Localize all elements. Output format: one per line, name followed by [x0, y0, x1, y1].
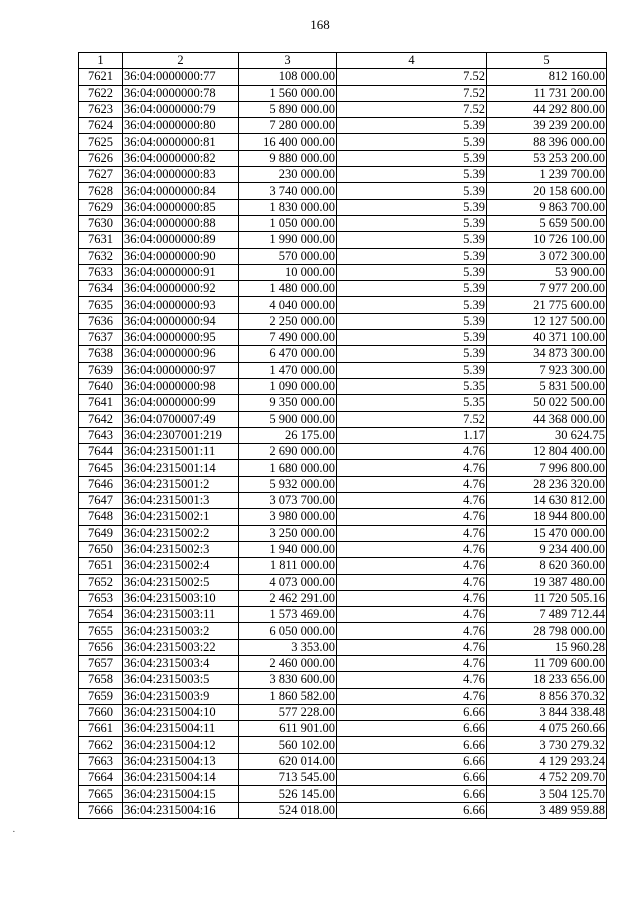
rate-cell: 6.66	[337, 753, 487, 769]
row-number-cell: 7622	[79, 85, 123, 101]
rate-cell: 4.76	[337, 541, 487, 557]
cadastral-value-cell: 1 560 000.00	[239, 85, 337, 101]
cadastral-value-cell: 5 932 000.00	[239, 476, 337, 492]
total-value-cell: 11 720 505.16	[487, 590, 607, 606]
row-number-cell: 7634	[79, 281, 123, 297]
table-row	[79, 623, 607, 639]
rate-cell: 5.39	[337, 330, 487, 346]
cadastral-number-cell: 36:04:2315002:2	[123, 525, 239, 541]
table-row	[79, 215, 607, 231]
row-number-cell: 7625	[79, 134, 123, 150]
cadastral-value-cell: 9 350 000.00	[239, 395, 337, 411]
cadastral-number-cell: 36:04:2315002:5	[123, 574, 239, 590]
cadastral-number-cell: 36:04:0000000:78	[123, 85, 239, 101]
cadastral-value-cell: 3 250 000.00	[239, 525, 337, 541]
rate-cell: 4.76	[337, 655, 487, 671]
table-row	[79, 704, 607, 720]
cadastral-value-cell: 230 000.00	[239, 167, 337, 183]
row-number-cell: 7657	[79, 655, 123, 671]
cadastral-value-cell: 2 690 000.00	[239, 444, 337, 460]
total-value-cell: 9 863 700.00	[487, 199, 607, 215]
row-number-cell: 7638	[79, 346, 123, 362]
total-value-cell: 812 160.00	[487, 69, 607, 85]
cadastral-number-cell: 36:04:0000000:82	[123, 150, 239, 166]
table-row	[79, 770, 607, 786]
rate-cell: 5.35	[337, 378, 487, 394]
row-number-cell: 7637	[79, 330, 123, 346]
cadastral-value-cell: 1 680 000.00	[239, 460, 337, 476]
row-number-cell: 7663	[79, 753, 123, 769]
cadastral-number-cell: 36:04:2315003:4	[123, 655, 239, 671]
cadastral-value-cell: 10 000.00	[239, 264, 337, 280]
cadastral-value-cell: 1 860 582.00	[239, 688, 337, 704]
cadastral-value-cell: 1 480 000.00	[239, 281, 337, 297]
row-number-cell: 7660	[79, 704, 123, 720]
total-value-cell: 3 072 300.00	[487, 248, 607, 264]
row-number-cell: 7626	[79, 150, 123, 166]
cadastral-number-cell: 36:04:0000000:89	[123, 232, 239, 248]
total-value-cell: 40 371 100.00	[487, 330, 607, 346]
row-number-cell: 7644	[79, 444, 123, 460]
cadastral-value-cell: 1 573 469.00	[239, 607, 337, 623]
rate-cell: 6.66	[337, 770, 487, 786]
row-number-cell: 7636	[79, 313, 123, 329]
cadastral-value-cell: 3 980 000.00	[239, 509, 337, 525]
total-value-cell: 28 798 000.00	[487, 623, 607, 639]
total-value-cell: 19 387 480.00	[487, 574, 607, 590]
cadastral-number-cell: 36:04:2315002:3	[123, 541, 239, 557]
rate-cell: 5.39	[337, 150, 487, 166]
cadastral-value-cell: 108 000.00	[239, 69, 337, 85]
rate-cell: 5.39	[337, 297, 487, 313]
cadastral-value-cell: 1 940 000.00	[239, 541, 337, 557]
cadastral-value-cell: 1 090 000.00	[239, 378, 337, 394]
row-number-cell: 7645	[79, 460, 123, 476]
rate-cell: 6.66	[337, 802, 487, 818]
table-row	[79, 330, 607, 346]
cadastral-number-cell: 36:04:0000000:91	[123, 264, 239, 280]
rate-cell: 7.52	[337, 411, 487, 427]
cadastral-value-cell: 9 880 000.00	[239, 150, 337, 166]
row-number-cell: 7652	[79, 574, 123, 590]
table-row	[79, 199, 607, 215]
row-number-cell: 7627	[79, 167, 123, 183]
rate-cell: 4.76	[337, 607, 487, 623]
row-number-cell: 7643	[79, 427, 123, 443]
row-number-cell: 7647	[79, 493, 123, 509]
cadastral-number-cell: 36:04:0000000:93	[123, 297, 239, 313]
cadastral-value-cell: 560 102.00	[239, 737, 337, 753]
column-header: 4	[337, 53, 487, 69]
cadastral-number-cell: 36:04:2315002:1	[123, 509, 239, 525]
table-row	[79, 493, 607, 509]
total-value-cell: 1 239 700.00	[487, 167, 607, 183]
cadastral-value-cell: 26 175.00	[239, 427, 337, 443]
table-row	[79, 753, 607, 769]
rate-cell: 5.39	[337, 232, 487, 248]
rate-cell: 7.52	[337, 85, 487, 101]
table-row	[79, 297, 607, 313]
cadastral-value-cell: 4 040 000.00	[239, 297, 337, 313]
rate-cell: 4.76	[337, 509, 487, 525]
table-row	[79, 134, 607, 150]
cadastral-number-cell: 36:04:2315002:4	[123, 558, 239, 574]
cadastral-value-cell: 6 050 000.00	[239, 623, 337, 639]
cadastral-value-cell: 5 890 000.00	[239, 101, 337, 117]
rate-cell: 4.76	[337, 525, 487, 541]
row-number-cell: 7630	[79, 215, 123, 231]
total-value-cell: 10 726 100.00	[487, 232, 607, 248]
rate-cell: 4.76	[337, 444, 487, 460]
table-row	[79, 655, 607, 671]
cadastral-number-cell: 36:04:2315001:11	[123, 444, 239, 460]
row-number-cell: 7628	[79, 183, 123, 199]
table-row	[79, 541, 607, 557]
total-value-cell: 7 923 300.00	[487, 362, 607, 378]
total-value-cell: 5 831 500.00	[487, 378, 607, 394]
row-number-cell: 7646	[79, 476, 123, 492]
total-value-cell: 11 709 600.00	[487, 655, 607, 671]
cadastral-number-cell: 36:04:2315003:5	[123, 672, 239, 688]
row-number-cell: 7651	[79, 558, 123, 574]
cadastral-value-cell: 1 830 000.00	[239, 199, 337, 215]
margin-dot: ·	[12, 826, 16, 838]
cadastral-number-cell: 36:04:0700007:49	[123, 411, 239, 427]
rate-cell: 6.66	[337, 737, 487, 753]
cadastral-value-cell: 2 460 000.00	[239, 655, 337, 671]
total-value-cell: 21 775 600.00	[487, 297, 607, 313]
total-value-cell: 30 624.75	[487, 427, 607, 443]
cadastral-value-cell: 3 073 700.00	[239, 493, 337, 509]
rate-cell: 4.76	[337, 639, 487, 655]
row-number-cell: 7639	[79, 362, 123, 378]
table-row	[79, 476, 607, 492]
table-row	[79, 509, 607, 525]
rate-cell: 6.66	[337, 721, 487, 737]
row-number-cell: 7656	[79, 639, 123, 655]
table-row	[79, 264, 607, 280]
table-row	[79, 118, 607, 134]
cadastral-number-cell: 36:04:0000000:90	[123, 248, 239, 264]
rate-cell: 6.66	[337, 786, 487, 802]
row-number-cell: 7659	[79, 688, 123, 704]
rate-cell: 4.76	[337, 574, 487, 590]
table-row	[79, 444, 607, 460]
cadastral-number-cell: 36:04:2315004:16	[123, 802, 239, 818]
cadastral-value-cell: 3 740 000.00	[239, 183, 337, 199]
table-row	[79, 183, 607, 199]
rate-cell: 5.39	[337, 167, 487, 183]
table-row	[79, 85, 607, 101]
cadastral-number-cell: 36:04:0000000:96	[123, 346, 239, 362]
cadastral-number-cell: 36:04:2315003:11	[123, 607, 239, 623]
cadastral-number-cell: 36:04:2315003:2	[123, 623, 239, 639]
cadastral-number-cell: 36:04:0000000:88	[123, 215, 239, 231]
row-number-cell: 7629	[79, 199, 123, 215]
total-value-cell: 20 158 600.00	[487, 183, 607, 199]
rate-cell: 5.39	[337, 346, 487, 362]
total-value-cell: 8 856 370.32	[487, 688, 607, 704]
row-number-cell: 7641	[79, 395, 123, 411]
cadastral-number-cell: 36:04:2315001:2	[123, 476, 239, 492]
row-number-cell: 7633	[79, 264, 123, 280]
table-body	[79, 69, 607, 819]
cadastral-value-cell: 7 280 000.00	[239, 118, 337, 134]
row-number-cell: 7648	[79, 509, 123, 525]
total-value-cell: 4 075 260.66	[487, 721, 607, 737]
rate-cell: 5.39	[337, 199, 487, 215]
table-row	[79, 574, 607, 590]
cadastral-number-cell: 36:04:2315004:10	[123, 704, 239, 720]
cadastral-number-cell: 36:04:2315004:13	[123, 753, 239, 769]
rate-cell: 5.39	[337, 281, 487, 297]
cadastral-value-cell: 570 000.00	[239, 248, 337, 264]
rate-cell: 5.39	[337, 118, 487, 134]
total-value-cell: 8 620 360.00	[487, 558, 607, 574]
table-row	[79, 378, 607, 394]
total-value-cell: 88 396 000.00	[487, 134, 607, 150]
table-row	[79, 460, 607, 476]
page-number: 168	[310, 17, 330, 32]
rate-cell: 4.76	[337, 460, 487, 476]
rate-cell: 4.76	[337, 672, 487, 688]
table-row	[79, 101, 607, 117]
total-value-cell: 15 470 000.00	[487, 525, 607, 541]
cadastral-value-cell: 16 400 000.00	[239, 134, 337, 150]
column-header: 1	[79, 53, 123, 69]
cadastral-value-cell: 2 462 291.00	[239, 590, 337, 606]
cadastral-number-cell: 36:04:0000000:83	[123, 167, 239, 183]
cadastral-value-cell: 577 228.00	[239, 704, 337, 720]
cadastral-number-cell: 36:04:0000000:77	[123, 69, 239, 85]
total-value-cell: 3 730 279.32	[487, 737, 607, 753]
rate-cell: 5.39	[337, 313, 487, 329]
cadastral-number-cell: 36:04:0000000:99	[123, 395, 239, 411]
cadastral-value-cell: 3 830 600.00	[239, 672, 337, 688]
cadastral-value-cell: 620 014.00	[239, 753, 337, 769]
table-row	[79, 346, 607, 362]
cadastral-value-cell: 7 490 000.00	[239, 330, 337, 346]
row-number-cell: 7631	[79, 232, 123, 248]
rate-cell: 4.76	[337, 476, 487, 492]
row-number-cell: 7665	[79, 786, 123, 802]
column-header: 5	[487, 53, 607, 69]
cadastral-value-cell: 611 901.00	[239, 721, 337, 737]
total-value-cell: 3 489 959.88	[487, 802, 607, 818]
table-row	[79, 802, 607, 818]
cadastral-value-cell: 1 470 000.00	[239, 362, 337, 378]
cadastral-number-cell: 36:04:2307001:219	[123, 427, 239, 443]
cadastral-number-cell: 36:04:0000000:79	[123, 101, 239, 117]
cadastral-number-cell: 36:04:2315003:9	[123, 688, 239, 704]
total-value-cell: 15 960.28	[487, 639, 607, 655]
cadastral-number-cell: 36:04:2315003:10	[123, 590, 239, 606]
rate-cell: 5.39	[337, 134, 487, 150]
row-number-cell: 7640	[79, 378, 123, 394]
row-number-cell: 7632	[79, 248, 123, 264]
table-row	[79, 737, 607, 753]
cadastral-number-cell: 36:04:0000000:84	[123, 183, 239, 199]
row-number-cell: 7664	[79, 770, 123, 786]
cadastral-value-cell: 3 353.00	[239, 639, 337, 655]
total-value-cell: 4 129 293.24	[487, 753, 607, 769]
cadastral-number-cell: 36:04:0000000:85	[123, 199, 239, 215]
total-value-cell: 28 236 320.00	[487, 476, 607, 492]
rate-cell: 5.39	[337, 248, 487, 264]
table-header-row	[79, 53, 607, 69]
table-row	[79, 558, 607, 574]
table-row	[79, 786, 607, 802]
total-value-cell: 7 489 712.44	[487, 607, 607, 623]
row-number-cell: 7650	[79, 541, 123, 557]
cadastral-value-cell: 2 250 000.00	[239, 313, 337, 329]
table-row	[79, 248, 607, 264]
row-number-cell: 7653	[79, 590, 123, 606]
table-row	[79, 362, 607, 378]
cadastral-value-cell: 4 073 000.00	[239, 574, 337, 590]
total-value-cell: 50 022 500.00	[487, 395, 607, 411]
cadastral-number-cell: 36:04:2315004:14	[123, 770, 239, 786]
row-number-cell: 7635	[79, 297, 123, 313]
cadastral-number-cell: 36:04:0000000:98	[123, 378, 239, 394]
table-row	[79, 411, 607, 427]
cadastral-number-cell: 36:04:0000000:81	[123, 134, 239, 150]
rate-cell: 4.76	[337, 688, 487, 704]
row-number-cell: 7662	[79, 737, 123, 753]
cadastral-value-cell: 5 900 000.00	[239, 411, 337, 427]
total-value-cell: 5 659 500.00	[487, 215, 607, 231]
row-number-cell: 7621	[79, 69, 123, 85]
total-value-cell: 44 368 000.00	[487, 411, 607, 427]
row-number-cell: 7661	[79, 721, 123, 737]
cadastral-number-cell: 36:04:2315004:15	[123, 786, 239, 802]
row-number-cell: 7649	[79, 525, 123, 541]
data-table	[78, 52, 607, 819]
column-header: 2	[123, 53, 239, 69]
row-number-cell: 7658	[79, 672, 123, 688]
total-value-cell: 11 731 200.00	[487, 85, 607, 101]
cadastral-number-cell: 36:04:0000000:95	[123, 330, 239, 346]
cadastral-number-cell: 36:04:2315003:22	[123, 639, 239, 655]
total-value-cell: 34 873 300.00	[487, 346, 607, 362]
total-value-cell: 3 504 125.70	[487, 786, 607, 802]
table-row	[79, 427, 607, 443]
cadastral-number-cell: 36:04:0000000:97	[123, 362, 239, 378]
cadastral-value-cell: 1 050 000.00	[239, 215, 337, 231]
rate-cell: 5.39	[337, 362, 487, 378]
cadastral-value-cell: 524 018.00	[239, 802, 337, 818]
column-header: 3	[239, 53, 337, 69]
row-number-cell: 7655	[79, 623, 123, 639]
rate-cell: 4.76	[337, 493, 487, 509]
table-row	[79, 721, 607, 737]
cadastral-number-cell: 36:04:0000000:80	[123, 118, 239, 134]
table-row	[79, 313, 607, 329]
cadastral-value-cell: 1 811 000.00	[239, 558, 337, 574]
row-number-cell: 7624	[79, 118, 123, 134]
rate-cell: 7.52	[337, 69, 487, 85]
table-row	[79, 672, 607, 688]
table-row	[79, 688, 607, 704]
total-value-cell: 39 239 200.00	[487, 118, 607, 134]
rate-cell: 7.52	[337, 101, 487, 117]
table-row	[79, 525, 607, 541]
table-row	[79, 395, 607, 411]
table-row	[79, 150, 607, 166]
row-number-cell: 7654	[79, 607, 123, 623]
total-value-cell: 44 292 800.00	[487, 101, 607, 117]
rate-cell: 5.35	[337, 395, 487, 411]
cadastral-value-cell: 713 545.00	[239, 770, 337, 786]
cadastral-number-cell: 36:04:0000000:94	[123, 313, 239, 329]
rate-cell: 6.66	[337, 704, 487, 720]
rate-cell: 5.39	[337, 183, 487, 199]
table-row	[79, 69, 607, 85]
cadastral-number-cell: 36:04:2315001:3	[123, 493, 239, 509]
total-value-cell: 7 996 800.00	[487, 460, 607, 476]
total-value-cell: 4 752 209.70	[487, 770, 607, 786]
cadastral-value-cell: 6 470 000.00	[239, 346, 337, 362]
rate-cell: 1.17	[337, 427, 487, 443]
total-value-cell: 14 630 812.00	[487, 493, 607, 509]
rate-cell: 5.39	[337, 215, 487, 231]
cadastral-number-cell: 36:04:2315001:14	[123, 460, 239, 476]
total-value-cell: 12 804 400.00	[487, 444, 607, 460]
rate-cell: 4.76	[337, 623, 487, 639]
row-number-cell: 7623	[79, 101, 123, 117]
total-value-cell: 12 127 500.00	[487, 313, 607, 329]
table-row	[79, 281, 607, 297]
table-row	[79, 232, 607, 248]
table-row	[79, 167, 607, 183]
row-number-cell: 7666	[79, 802, 123, 818]
total-value-cell: 9 234 400.00	[487, 541, 607, 557]
cadastral-value-cell: 1 990 000.00	[239, 232, 337, 248]
rate-cell: 4.76	[337, 558, 487, 574]
total-value-cell: 7 977 200.00	[487, 281, 607, 297]
rate-cell: 4.76	[337, 590, 487, 606]
total-value-cell: 53 253 200.00	[487, 150, 607, 166]
cadastral-value-cell: 526 145.00	[239, 786, 337, 802]
total-value-cell: 3 844 338.48	[487, 704, 607, 720]
total-value-cell: 18 944 800.00	[487, 509, 607, 525]
rate-cell: 5.39	[337, 264, 487, 280]
table-row	[79, 607, 607, 623]
cadastral-number-cell: 36:04:2315004:11	[123, 721, 239, 737]
row-number-cell: 7642	[79, 411, 123, 427]
total-value-cell: 18 233 656.00	[487, 672, 607, 688]
total-value-cell: 53 900.00	[487, 264, 607, 280]
table-row	[79, 590, 607, 606]
cadastral-number-cell: 36:04:0000000:92	[123, 281, 239, 297]
table-row	[79, 639, 607, 655]
cadastral-number-cell: 36:04:2315004:12	[123, 737, 239, 753]
